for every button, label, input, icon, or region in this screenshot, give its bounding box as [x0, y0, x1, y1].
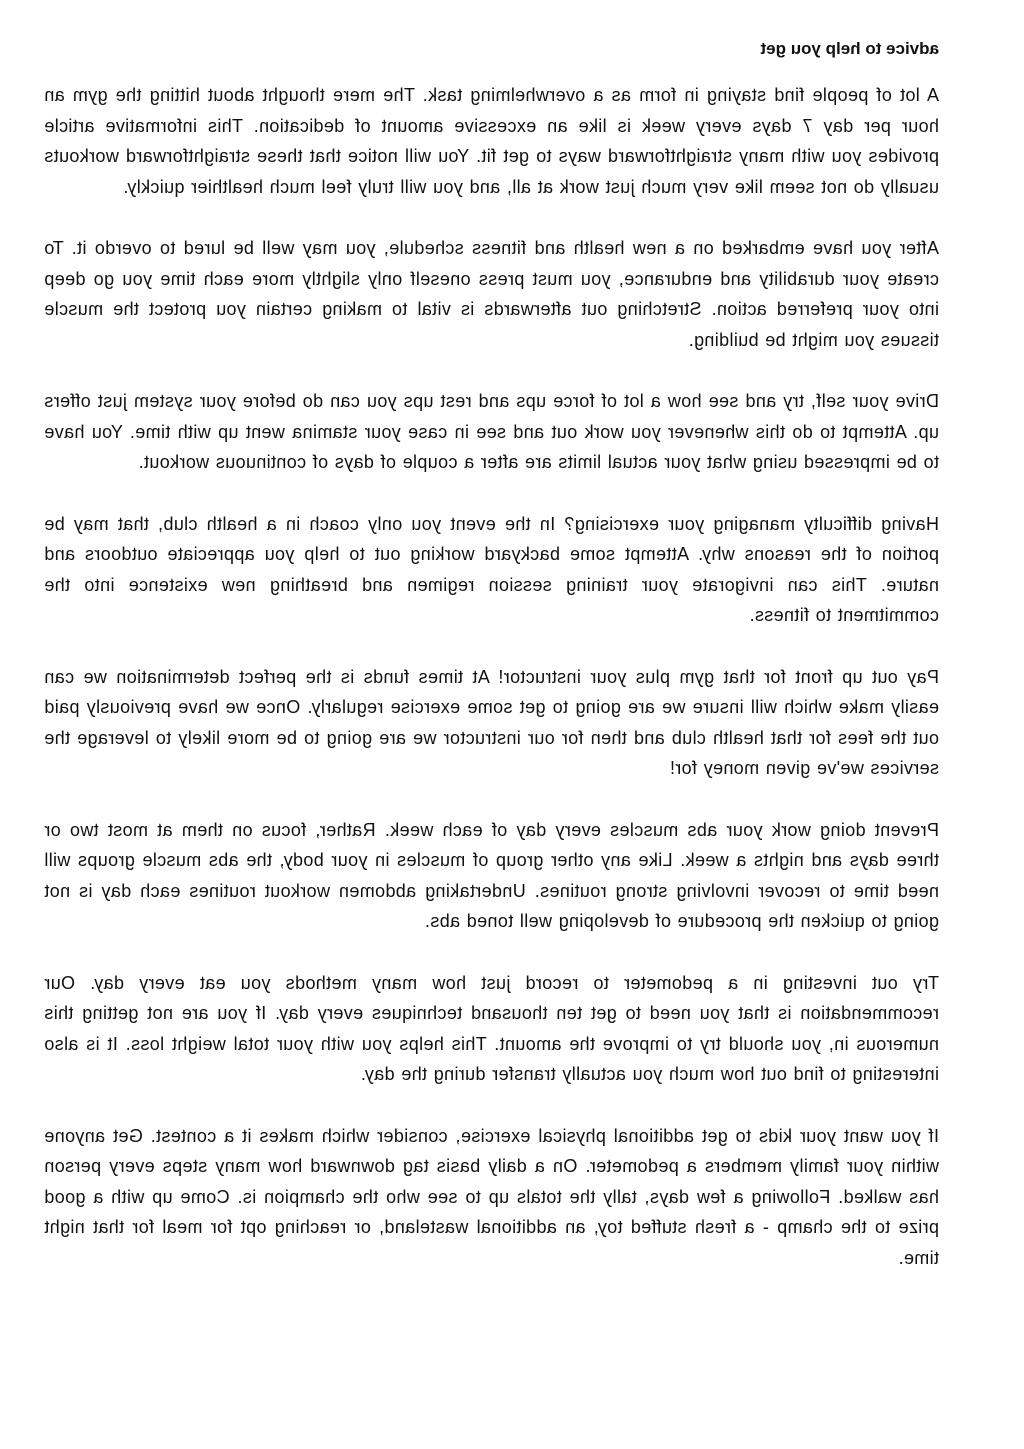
paragraph-4: Having difficulty managing your exercising? In the event you only coach in a health club, that may be portion of the reasons why. Attempt some backyard working out to help you appreciate outdoors and nature. This can invigorate your training session regimen and breathing new existence into the commitment to fitness.: [44, 513, 939, 625]
paragraph-1: A lot of people find staying in form as a overwhelming task. The mere thought about hitting the gym an hour per day 7 days every week is like an excessive amount of dedication. This informative article provides you with many straightforward ways to get fit. You will notice that these straightforward workouts usually do not seem like very much just work at all, and you will truly feel much healthier quickly.: [44, 85, 939, 197]
paragraph-3: Drive your self, try and see how a lot of force ups and rest ups you can do before your system just offers up. Attempt to do this whenever you work out and see in case your stamina went up with time. You have to be impressed using what your actual limits are after a couple of days of continuous workout.: [44, 391, 939, 472]
paragraph-8: If you want your kids to get additional physical exercise, consider which makes it a contest. Get anyone within your family members a pedometer. On a daily basis tag downward how many steps every person has walked. Following a few days, tally the totals up to see who the champion is. Come up with a good prize to the champ - a fresh stuffed toy, an additional wasteland, or reaching opt for meal for that night time.: [44, 1125, 939, 1268]
paragraph-5: Pay out up front for that gym plus your instructor! At times funds is the perfect determination we can easily make which will insure we are going to get some exercise regularly. Once we have previously paid out the fees for that health club and then for our instructor we are going to be more likely to leverage the services we've given money for!: [44, 666, 939, 778]
document-body: [44, 34, 939, 1304]
paragraph-2: After you have embarked on a new health and fitness schedule, you may well be lured to overdo it. To create your durability and endurance, you must press oneself only slightly more each time you go deep into your preferred action. Stretching out afterwards is vital to making certain you protect the muscle tissues you might be building.: [44, 238, 939, 350]
paragraph-7: Try out investing in a pedometer to record just how many methods you eat every day. Our recommendation is that you need to get ten thousand techniques every day. If you are not getting this numerous in, you should try to improve the amount. This helps you with your total weight loss. It is also interesting to find out how much you actually transfer during the day.: [44, 972, 939, 1084]
paragraph-6: Prevent doing work your abs muscles every day of each week. Rather, focus on them at most two or three days and nights a week. Like any other group of muscles in your body, the abs muscle groups will need time to recover involving strong routines. Undertaking abdomen workout routines each day is not going to quicken the procedure of developing well toned abs.: [44, 819, 939, 931]
document-title: advice to help you get: [760, 39, 939, 58]
